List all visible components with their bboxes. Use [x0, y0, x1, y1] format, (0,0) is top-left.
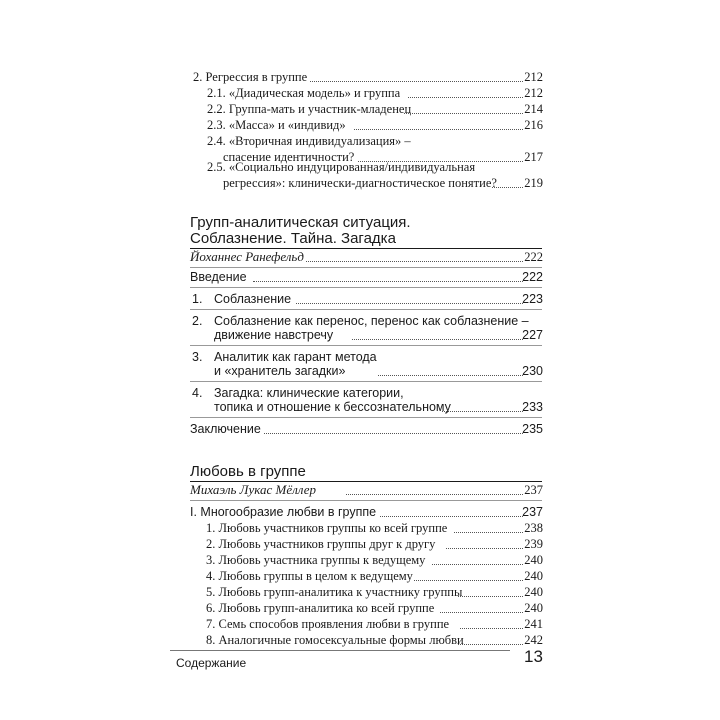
toc-page-number: 233: [522, 400, 543, 414]
toc-page-number: 242: [524, 633, 543, 647]
dot-leader: [380, 516, 523, 517]
toc-entry: регрессия»: клинически-диагностическое понятие?: [223, 176, 497, 190]
dot-leader: [346, 494, 523, 495]
part-heading: I. Многообразие любви в группе: [190, 505, 377, 519]
toc-entry: 2.5. «Социально индуцированная/индивидуальная: [207, 160, 476, 174]
toc-page-number: 238: [524, 521, 543, 535]
author-rule: [190, 267, 542, 268]
dot-leader: [264, 433, 523, 434]
toc-entry: 2. Регрессия в группе: [193, 70, 308, 84]
toc-entry: 8. Аналогичные гомосексуальные формы любви: [206, 633, 464, 647]
toc-page-number: 235: [522, 422, 543, 436]
toc-entry-number: 1.: [192, 292, 203, 306]
toc-page-number: 212: [524, 70, 543, 84]
toc-page-number: 223: [522, 292, 543, 306]
toc-entry: и «хранитель загадки»: [214, 364, 346, 378]
toc-page-number: 239: [524, 537, 543, 551]
toc-page-number: 222: [524, 250, 543, 264]
entry-rule: [190, 287, 542, 288]
article-title: Любовь в группе: [190, 463, 306, 480]
toc-page-number: 240: [524, 601, 543, 615]
article-title-line2: Соблазнение. Тайна. Загадка: [190, 230, 396, 247]
toc-page-number: 237: [522, 505, 543, 519]
footer-rule: [170, 650, 510, 651]
running-footer-label: Содержание: [176, 656, 247, 670]
toc-entry: 6. Любовь групп-аналитика ко всей группе: [206, 601, 435, 615]
toc-page-number: 240: [524, 585, 543, 599]
dot-leader: [378, 375, 523, 376]
toc-page-number: 222: [522, 270, 543, 284]
toc-page-number: 240: [524, 553, 543, 567]
dot-leader: [296, 303, 523, 304]
entry-rule: [190, 345, 542, 346]
toc-entry-number: 3.: [192, 350, 203, 364]
toc-entry: 2.1. «Диадическая модель» и группа: [207, 86, 401, 100]
article-author: Йоханнес Ранефельд: [190, 249, 304, 264]
toc-entry: 5. Любовь групп-аналитика к участнику группы: [206, 585, 463, 599]
toc-page-number: 237: [524, 483, 543, 497]
toc-entry: 3. Любовь участника группы к ведущему: [206, 553, 426, 567]
toc-entry: Заключение: [190, 422, 261, 436]
toc-entry: движение навстречу: [214, 328, 334, 342]
toc-page-number: 217: [524, 150, 543, 164]
dot-leader: [352, 339, 523, 340]
author-rule: [190, 500, 542, 501]
toc-page-number: 230: [522, 364, 543, 378]
toc-page-number: 241: [524, 617, 543, 631]
page-number: 13: [524, 647, 543, 666]
article-title-line1: Групп-аналитическая ситуация.: [190, 214, 411, 231]
entry-rule: [190, 381, 542, 382]
toc-entry: Загадка: клинические категории,: [214, 386, 404, 400]
toc-entry: 1. Любовь участников группы ко всей группе: [206, 521, 448, 535]
toc-entry: 4. Любовь группы в целом к ведущему: [206, 569, 413, 583]
toc-page-number: 219: [524, 176, 543, 190]
entry-rule: [190, 417, 542, 418]
toc-entry: топика и отношение к бессознательному: [214, 400, 451, 414]
entry-rule: [190, 309, 542, 310]
dot-leader: [306, 261, 523, 262]
toc-entry: Аналитик как гарант метода: [214, 350, 377, 364]
toc-entry: 2.3. «Масса» и «индивид»: [207, 118, 346, 132]
toc-entry: спасение идентичности?: [223, 150, 355, 164]
toc-entry: Введение: [190, 270, 247, 284]
dot-leader: [253, 281, 523, 282]
toc-entry: 2. Любовь участников группы друг к другу: [206, 537, 436, 551]
toc-entry: 2.2. Группа-мать и участник-младенец: [207, 102, 412, 116]
dot-leader: [354, 129, 523, 130]
dot-leader: [310, 81, 523, 82]
toc-page-number: 214: [524, 102, 543, 116]
article-author: Михаэль Лукас Мёллер: [190, 482, 317, 497]
toc-entry-number: 2.: [192, 314, 203, 328]
toc-page-number: 227: [522, 328, 543, 342]
toc-entry: Соблазнение: [214, 292, 292, 306]
toc-page-number: 216: [524, 118, 543, 132]
toc-entry: 7. Семь способов проявления любви в группе: [206, 617, 450, 631]
toc-entry-number: 4.: [192, 386, 203, 400]
toc-entry: 2.4. «Вторичная индивидуализация» –: [207, 134, 411, 148]
toc-entry: Соблазнение как перенос, перенос как соблазнение –: [214, 314, 529, 328]
toc-page-number: 212: [524, 86, 543, 100]
toc-page-number: 240: [524, 569, 543, 583]
